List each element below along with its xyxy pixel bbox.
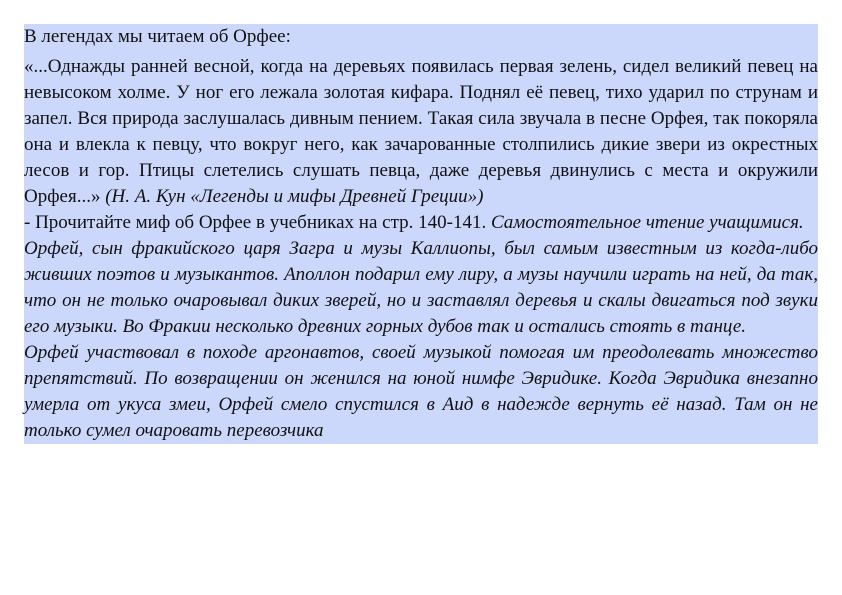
task-note: Самостоятельное чтение учащимися. bbox=[490, 212, 804, 233]
intro-text: В легендах мы читаем об Орфее: bbox=[24, 26, 291, 47]
myth-text-1: Орфей, сын фракийского царя Загра и музы Каллиопы, был самым известным из когда-либо живших поэтов и музыкантов. Аполлон подарил ему лиру, а музы научили играть на ней, да так, что он не только очаровывал диких зверей, но и заставлял деревья и скалы двигаться под звуки его музыки. Во Фракии несколько древних горных дубов так и остались стоять в танце. bbox=[24, 238, 818, 337]
quote-text: «...Однажды ранней весной, когда на деревьях появилась первая зелень, сидел великий певец на невысоком холме. У ног его лежала золотая кифара. Поднял её певец, тихо ударил по струнам и запел. Вся природа заслушалась дивным пением. Такая сила звучала в песне Орфея, так покоряла она и влекла к певцу, что вокруг него, как зачарованные столпились дикие звери из окрестных лесов и гор. Птицы слетелись слушать певца, даже деревья двинулись с места и окружили Орфея...» bbox=[24, 56, 818, 207]
quote-paragraph bbox=[24, 54, 818, 210]
text-block bbox=[24, 24, 818, 444]
task-paragraph bbox=[24, 210, 818, 236]
myth-paragraph-1 bbox=[24, 236, 818, 340]
intro-line bbox=[24, 24, 818, 50]
quote-source: (Н. А. Кун «Легенды и мифы Древней Греции») bbox=[105, 186, 484, 207]
task-text: - Прочитайте миф об Орфее в учебниках на стр. 140-141. bbox=[24, 212, 487, 233]
myth-text-2: Орфей участвовал в походе аргонавтов, своей музыкой помогая им преодолевать множество препятствий. По возвращении он женился на юной нимфе Эвридике. Когда Эвридика внезапно умерла от укуса змеи, Орфей смело спустился в Аид в надежде вернуть её назад. Там он не только сумел очаровать перевозчика bbox=[24, 342, 818, 441]
myth-paragraph-2 bbox=[24, 340, 818, 444]
